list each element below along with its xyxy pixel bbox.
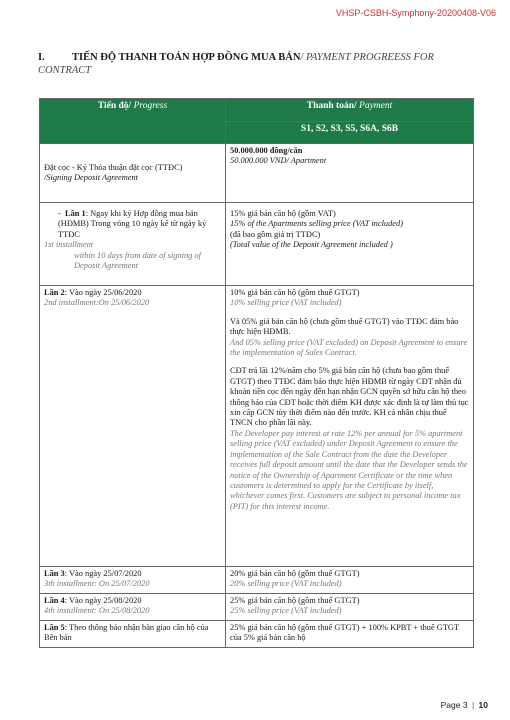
- section-title-en: / PAYMENT PROGREESS FOR CONTRACT: [38, 52, 434, 76]
- installment-2-pay-a-en: 10% selling price (VAT included): [230, 298, 342, 308]
- header-payment: Thanh toán/ Payment: [226, 99, 474, 122]
- document-code: VHSP-CSBH-Symphony-20200408-V06: [335, 8, 496, 18]
- installment-2-label-cell: [40, 286, 226, 567]
- installment-3-pay-en: 20% selling price (VAT included): [230, 579, 342, 589]
- installment-4-label-en: 4th installment: On 25/08/2020: [44, 606, 150, 616]
- page-separator: |: [471, 700, 475, 710]
- installment-1-label-vi: - Lần 1: Ngay khi ký Hợp đồng mua bán (HĐMB) Trong vòng 10 ngày kể từ ngày ký TTĐC: [58, 209, 207, 239]
- installment-3-label-cell: [40, 567, 226, 594]
- header-payment-codes: S1, S2, S3, S5, S6A, S6B: [226, 122, 474, 144]
- installment-1-pay-line3: (đã bao gồm giá trị TTĐC): [230, 229, 321, 239]
- installment-1-pay-line4: (Total value of the Deposit Agreement included ): [230, 240, 393, 250]
- installment-1-payment-cell: [226, 203, 474, 286]
- table-row-installment-5: [40, 621, 474, 648]
- installment-1-desc-en: within 10 days from date of signing of Deposit Agreement: [74, 250, 201, 271]
- installment-5-pay-vi: 25% giá bán căn hộ (gồm thuế GTGT) + 100% KPBT + thuế GTGT của 5% giá bán căn hộ: [230, 623, 459, 643]
- installment-4-label-vi: Lần 4: Vào ngày 25/08/2020: [44, 596, 142, 605]
- installment-5-payment-cell: [226, 621, 474, 648]
- installment-2-label-vi: Lần 2: Vào ngày 25/06/2020: [44, 288, 142, 297]
- installment-2-pay-b-vi: Và 05% giá bán căn hộ (chưa gồm thuế GTGT) vào TTĐC đảm bảo thực hiện HĐMB.: [230, 316, 459, 337]
- installment-3-label-vi: Lần 3: Vào ngày 25/07/2020: [44, 569, 142, 578]
- installment-5-label-vi: Lần 5: Theo thông báo nhận bàn giao căn hộ của Bên bán: [44, 623, 209, 643]
- installment-3-pay-vi: 20% giá bán căn hộ (gồm thuế GTGT): [230, 569, 360, 578]
- table-row-installment-3: [40, 567, 474, 594]
- section-number: I.: [38, 52, 45, 63]
- installment-1-label-cell: [40, 203, 226, 286]
- section-title-vi: TIẾN ĐỘ THANH TOÁN HỢP ĐỒNG MUA BÁN: [72, 52, 301, 63]
- table-header-row: [40, 99, 474, 122]
- installment-1-pay-line2: 15% of the Apartments selling price (VAT included): [230, 219, 403, 229]
- deposit-amount-vi: 50.000.000 đồng/căn: [230, 146, 303, 155]
- deposit-amount-cell: [226, 144, 474, 203]
- page-footer: [441, 700, 488, 710]
- deposit-label-cell: [40, 144, 226, 203]
- installment-2-pay-b-en: And 05% selling price (VAT excluded) on Deposit Agreement to ensure the implementation of Sales Contract.: [230, 337, 468, 358]
- page-total: 10: [478, 700, 488, 710]
- installment-3-payment-cell: [226, 567, 474, 594]
- page-label: Page 3: [440, 700, 468, 710]
- installment-3-label-en: 3th installment: On 25/07/2020: [44, 579, 150, 589]
- installment-4-pay-en: 25% selling price (VAT included): [230, 606, 342, 616]
- installment-2-pay-c-vi: CĐT trả lãi 12%/năm cho 5% giá bán căn hộ (chưa bao gồm thuế GTGT) theo TTĐC đảm bảo thực hiện HĐMB từ ngày CĐT nhận đủ khoản tiền cọc đến ngày đến hạn nhận GCN quyền sở hữu căn hộ theo thông báo của CĐT hoặc thời điểm KH được xác định là tự làm thủ tục xin cấp GCN tùy thời điểm nào đến trước. KH cá nhân chịu thuế TNCN cho phần lãi này.: [230, 366, 469, 428]
- table-row-installment-2: [40, 286, 474, 567]
- table-row-deposit: [40, 144, 474, 203]
- table-row-installment-1: [40, 203, 474, 286]
- installment-2-label-en: 2nd installment:On 25/06/2020: [44, 298, 150, 308]
- header-progress: Tiến độ/ Progress: [40, 99, 226, 144]
- payment-schedule-table: [39, 98, 474, 648]
- installment-2-pay-a-vi: 10% giá bán căn hộ (gồm thuế GTGT): [230, 288, 360, 297]
- deposit-label-en: /Signing Deposit Agreement: [44, 173, 138, 182]
- deposit-label-vi: Đặt cọc - Ký Thỏa thuận đặt cọc (TTĐC): [44, 162, 183, 172]
- installment-4-payment-cell: [226, 594, 474, 621]
- installment-1-name-en: 1st installment: [44, 240, 94, 250]
- section-heading: [38, 51, 478, 77]
- installment-4-label-cell: [40, 594, 226, 621]
- installment-1-pay-line1: 15% giá bán căn hộ (gồm VAT): [230, 209, 336, 218]
- installment-5-label-cell: [40, 621, 226, 648]
- installment-2-pay-c-en: The Developer pay interest at rate 12% per annual for 5% apartment selling price (VAT excluded) under Deposit Agreement to ensure the implementation of the Sale Contract from the date the Developer receives full deposit amount until the date that the Developer sends the notice of the Ownership of Apartment Certificate or the time when customers is determined to apply for the Certificate by itself, whichever comes first. Customers are subject to personal income tax (PIT) for this interest income.: [230, 428, 468, 511]
- installment-4-pay-vi: 25% giá bán căn hộ (gồm thuế GTGT): [230, 596, 360, 605]
- deposit-amount-en: 50.000.000 VND/ Apartment: [230, 156, 327, 166]
- installment-2-payment-cell: [226, 286, 474, 567]
- table-row-installment-4: [40, 594, 474, 621]
